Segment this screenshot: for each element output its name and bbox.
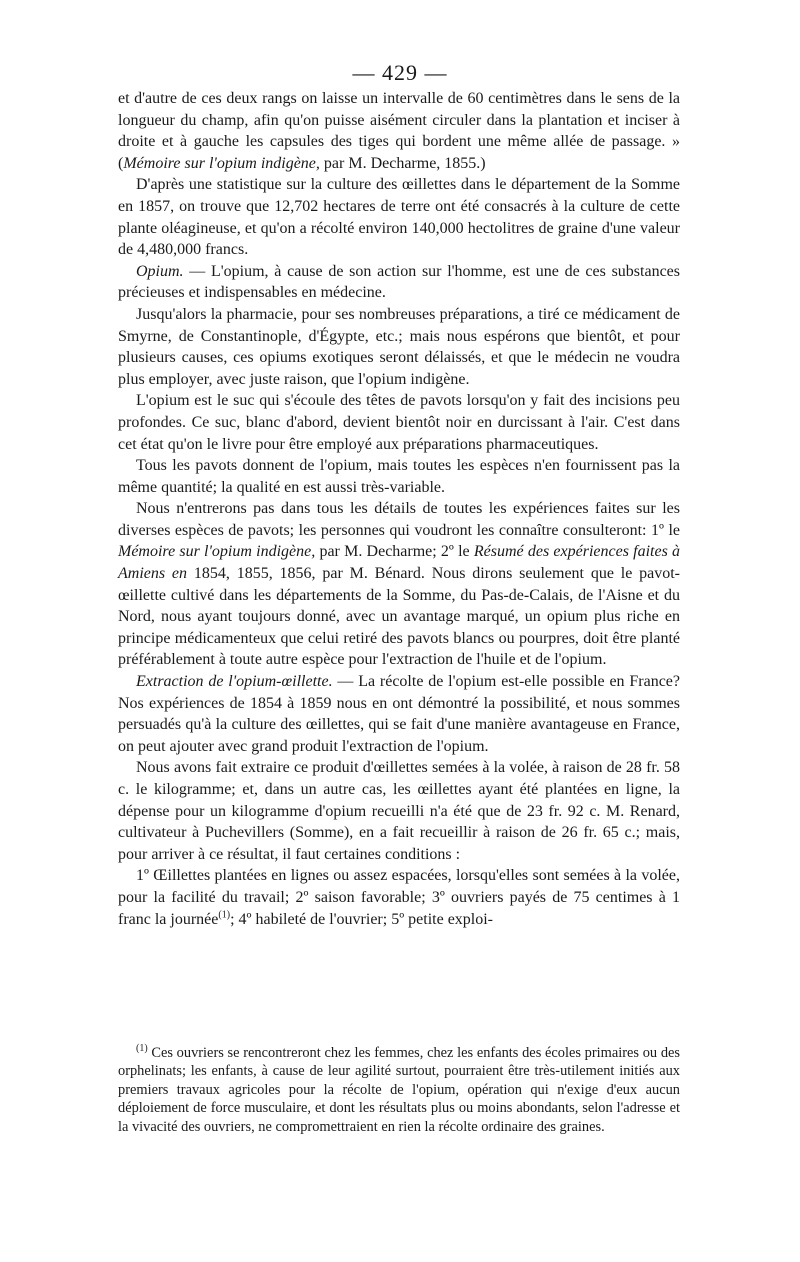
text-run: Nous avons fait extraire ce produit d'œillettes semées à la volée, à raison de 28 fr. 58 c. le kilogramme; et, dans un autre cas, les œillettes ayant été plantées en ligne, la dépense pour un kilogramme d'opium recueilli n'a été que de 23 fr. 92 c. M. Renard, cultivateur à Puchevillers (Somme), en a fait recueillir à raison de 26 fr. 65 c.; mais, pour arriver à ce résultat, il faut certaines conditions : [118,759,680,863]
footnote [118,1044,680,1136]
paragraph [118,174,680,260]
text-run: — L'opium, à cause de son action sur l'homme, est une de ces substances précieuses et indispensables en médecine. [118,262,680,302]
text-run: par M. Decharme; 2º le [315,543,474,561]
text-run: Nous n'entrerons pas dans tous les détails de toutes les expériences faites sur les diverses espèces de pavots; les personnes qui voudront les connaître consulteront: 1º le [118,500,680,539]
paragraph [118,304,680,390]
footnotes [118,1044,680,1136]
paragraph [118,455,680,498]
italic-text: Extraction de l'opium-œillette. [136,673,333,691]
text-run: 1854, 1855, 1856, par M. Bénard. Nous dirons seulement que le pavot-œillette cultivé dans les départements de la Somme, du Pas-de-Calais, de l'Aisne et du Nord, nous ayant toujours donné, avec un avantage marqué, un opium plus riche en principe médicamenteux que celui retiré des pavots blancs ou pourpres, doit être planté préférablement à toute autre espèce pour l'extraction de l'huile et de l'opium. [118,565,680,669]
text-run: Tous les pavots donnent de l'opium, mais toutes les espèces n'en fournissent pas la même quantité; la qualité en est aussi très-variable. [118,457,680,496]
footnote-marker: (1) [218,909,231,921]
paragraph [118,261,680,304]
paragraph [118,671,680,757]
text-run: 1º Œillettes plantées en lignes ou assez espacées, lorsqu'elles sont semées à la volée, pour la facilité du travail; 2º saison favorable; 3º ouvriers payés de 75 centimes à 1 franc la journée [118,867,680,928]
text-run: par M. Decharme, 1855.) [319,154,486,172]
paragraph [118,865,680,930]
text-run: et d'autre de ces deux rangs on laisse un intervalle de 60 centimètres dans le sens de la longueur du champ, afin qu'on puisse aisément circuler dans la plantation et inciser à droite et à gauche les capsules des tiges qui bordent une même allée de passage. » ( [118,90,680,172]
text-run: Jusqu'alors la pharmacie, pour ses nombreuses préparations, a tiré ce médicament de Smyrne, de Constantinople, d'Égypte, etc.; mais nous espérons que bientôt, et pour plusieurs causes, ces opiums exotiques seront délaissés, et que le médecin ne voudra plus employer, avec juste raison, que l'opium indigène. [118,305,680,388]
page-number: — 429 — [352,60,448,85]
body-text [118,88,680,930]
paragraph [118,757,680,865]
text-run: L'opium est le suc qui s'écoule des têtes de pavots lorsqu'on y fait des incisions peu profondes. Ce suc, blanc d'abord, devient bientôt noir en durcissant à l'air. C'est dans cet état qu'on le livre pour être employé aux préparations pharmaceutiques. [118,392,680,453]
italic-text: Opium. [136,262,184,280]
paragraph [118,88,680,174]
footnote-marker: (1) [136,1043,148,1055]
text-run: D'après une statistique sur la culture des œillettes dans le département de la Somme en 1857, on trouve que 12,702 hectares de terre ont été consacrés à la culture de cette plante oléagineuse, et qu'on a récolté environ 140,000 hectolitres de graine d'une valeur de 4,480,000 francs. [118,176,680,259]
italic-text: Mémoire sur l'opium indigène, [118,543,316,561]
italic-text: Mémoire sur l'opium indigène, [123,154,320,172]
paragraph [118,498,680,671]
text-run: Ces ouvriers se rencontreront chez les femmes, chez les enfants des écoles primaires ou des orphelinats; les enfants, à cause de leur agilité surtout, pourraient être très-utilement initiés aux premiers travaux agricoles pour la récolte de l'opium, opération qui n'exige d'eux aucun déploiement de force musculaire, et dont les résultats plus ou moins abondants, selon l'adresse et la vivacité des ouvriers, ne compromettraient en rien la récolte ordinaire des graines. [118,1045,680,1135]
text-run: ; 4º habileté de l'ouvrier; 5º petite exploi- [230,910,494,928]
italic-text: Résumé des expériences faites à Amiens en [118,543,681,583]
paragraph [118,390,680,455]
text-run: — La récolte de l'opium est-elle possible en France? Nos expériences de 1854 à 1859 nous en ont démontré la possibilité, et nous sommes persuadés qu'à la culture des œillettes, qui se fait d'une manière avantageuse en France, on peut ajouter avec grand produit l'extraction de l'opium. [118,673,681,755]
